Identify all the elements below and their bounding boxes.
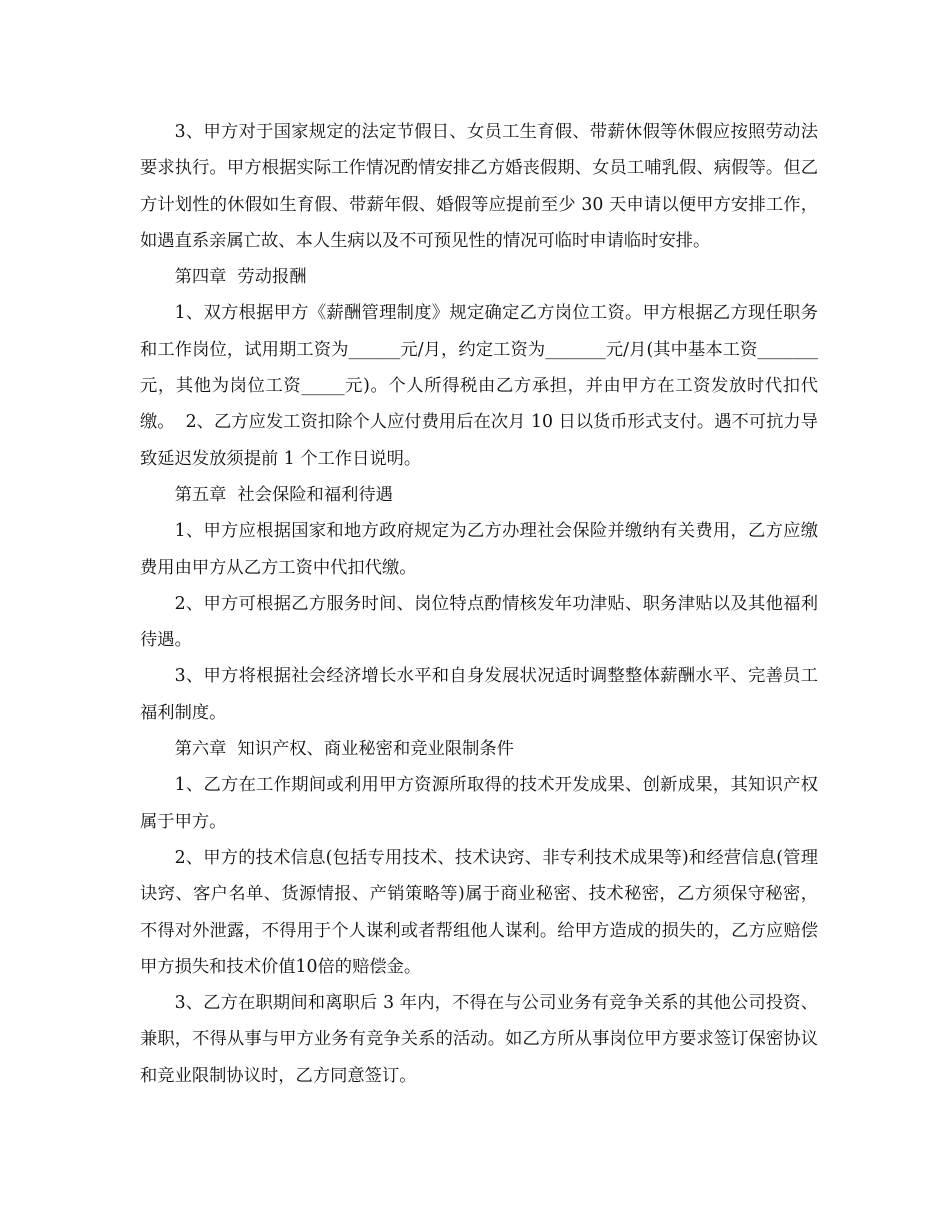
clause-non-compete: 3、乙方在职期间和离职后 3 年内，不得在与公司业务有竞争关系的其他公司投资、兼职，不得从事与甲方业务有竞争关系的活动。如乙方所从事岗位甲方要求签订保密协议和竞业限制协议时，乙方同意签订。 bbox=[140, 993, 818, 1086]
clause-trade-secrets: 2、甲方的技术信息(包括专用技术、技术诀窍、非专利技术成果等)和经营信息(管理诀窍、客户名单、货源情报、产销策略等)属于商业秘密、技术秘密，乙方须保守秘密，不得对外泄露，不得用于个人谋利或者帮组他人谋利。给甲方造成的损失的，乙方应赔偿甲方损失和技术价值10倍的赔偿金。 bbox=[140, 847, 818, 977]
clause-leave-policy: 3、甲方对于国家规定的法定节假日、女员工生育假、带薪休假等休假应按照劳动法要求执行。甲方根据实际工作情况酌情安排乙方婚丧假期、女员工哺乳假、病假等。但乙方计划性的休假如生育假、带薪年假、婚假等应提前至少 30 天申请以便甲方安排工作，如遇直系亲属亡故、本人生病以及不可预见性的情况可临时申请临时安排。 bbox=[140, 122, 818, 251]
chapter-5-heading: 第五章 社会保险和福利待遇 bbox=[174, 484, 393, 505]
clause-salary-adjustment: 3、甲方将根据社会经济增长水平和自身发展状况适时调整整体薪酬水平、完善员工福利制度。 bbox=[140, 666, 818, 723]
clause-intellectual-property: 1、乙方在工作期间或利用甲方资源所取得的技术开发成果、创新成果，其知识产权属于甲方。 bbox=[140, 775, 818, 832]
document-page bbox=[140, 114, 818, 1094]
clause-salary: 1、双方根据甲方《薪酬管理制度》规定确定乙方岗位工资。甲方根据乙方现任职务和工作岗位，试用期工资为______元/月，约定工资为_______元/月(其中基本工资_______元，其他为岗位工资_____元)。个人所得税由乙方承担，并由甲方在工资发放时代扣代缴。 2、乙方应发工资扣除个人应付费用后在次月 10 日以货币形式支付。遇不可抗力导致延迟发放须提前 1 个工作日说明。 bbox=[140, 303, 818, 469]
chapter-6-heading: 第六章 知识产权、商业秘密和竞业限制条件 bbox=[174, 739, 514, 760]
clause-social-insurance: 1、甲方应根据国家和地方政府规定为乙方办理社会保险并缴纳有关费用，乙方应缴费用由甲方从乙方工资中代扣代缴。 bbox=[140, 521, 818, 578]
clause-allowances: 2、甲方可根据乙方服务时间、岗位特点酌情核发年功津贴、职务津贴以及其他福利待遇。 bbox=[140, 593, 818, 651]
chapter-4-heading: 第四章 劳动报酬 bbox=[174, 267, 307, 288]
